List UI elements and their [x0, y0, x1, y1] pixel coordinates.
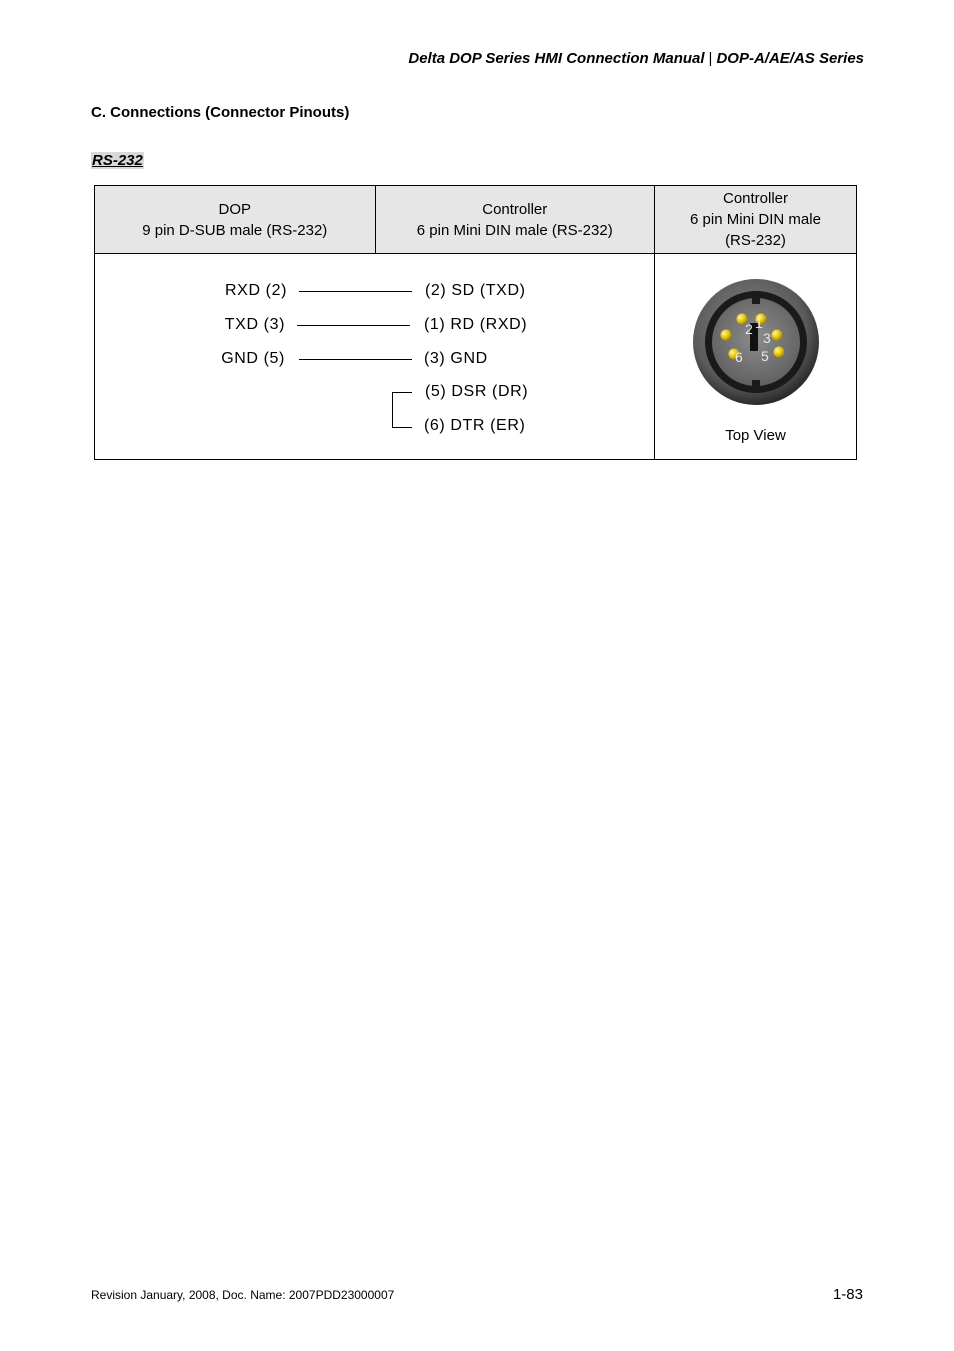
bracket-vertical [392, 392, 393, 427]
table-body-row [95, 254, 857, 460]
pin-label-1: 1 [755, 315, 763, 331]
footer-revision: Revision January, 2008, Doc. Name: 2007PDD23000007 [91, 1288, 395, 1302]
pinout-table [94, 185, 857, 460]
ctrl-pin-gnd: (3) GND [424, 350, 488, 367]
pin-label-3: 3 [763, 330, 771, 346]
pin-6 [721, 330, 732, 341]
bracket-top [392, 392, 412, 393]
header-view-line3: (RS-232) [725, 232, 786, 249]
header-controller-line2: 6 pin Mini DIN male (RS-232) [416, 221, 613, 239]
header-controller-view [655, 186, 857, 254]
key-notch-top [752, 291, 760, 304]
header-dop [95, 186, 376, 254]
bracket-bottom [392, 427, 412, 428]
pin-label-2: 2 [745, 321, 753, 337]
header-controller-line1: Controller [482, 200, 548, 218]
dop-pin-rxd: RXD (2) [225, 282, 287, 299]
pin-label-6: 6 [735, 349, 743, 365]
pin-5 [774, 347, 785, 358]
ctrl-pin-sd: (2) SD (TXD) [425, 282, 526, 299]
dop-pin-txd: TXD (3) [224, 316, 285, 333]
wire-gnd-gnd [299, 359, 412, 360]
header-controller [375, 186, 655, 254]
series-title: DOP-A/AE/AS Series [716, 50, 864, 67]
wire-rxd-sd [299, 291, 412, 292]
manual-title: Delta DOP Series HMI Connection Manual [408, 50, 705, 67]
wire-txd-rd [297, 325, 410, 326]
wiring-diagram [95, 254, 654, 459]
key-notch-bottom [752, 380, 760, 393]
sub-title: RS-232 [92, 152, 143, 169]
page-number: 1-83 [832, 1286, 863, 1303]
ctrl-pin-dsr: (5) DSR (DR) [425, 383, 529, 400]
header-dop-line1: DOP [218, 200, 251, 218]
dop-pin-gnd: GND (5) [221, 350, 285, 367]
header-view-line1: Controller [722, 190, 789, 207]
header-dop-line2: 9 pin D-SUB male (RS-232) [142, 221, 328, 239]
ctrl-pin-dtr: (6) DTR (ER) [424, 417, 526, 434]
pin-3 [772, 330, 783, 341]
table-header-row [95, 186, 857, 254]
top-view-label: Top View [725, 427, 786, 444]
connector-view-cell [655, 254, 857, 460]
section-title: C. Connections (Connector Pinouts) [91, 104, 350, 121]
wiring-cell [95, 254, 655, 460]
header-separator: | [708, 50, 713, 67]
header-view-line2: 6 pin Mini DIN male [690, 211, 821, 228]
mini-din-connector-icon [691, 278, 821, 408]
ctrl-pin-rd: (1) RD (RXD) [424, 316, 528, 333]
page-header [0, 50, 864, 67]
pin-label-5: 5 [761, 348, 769, 364]
